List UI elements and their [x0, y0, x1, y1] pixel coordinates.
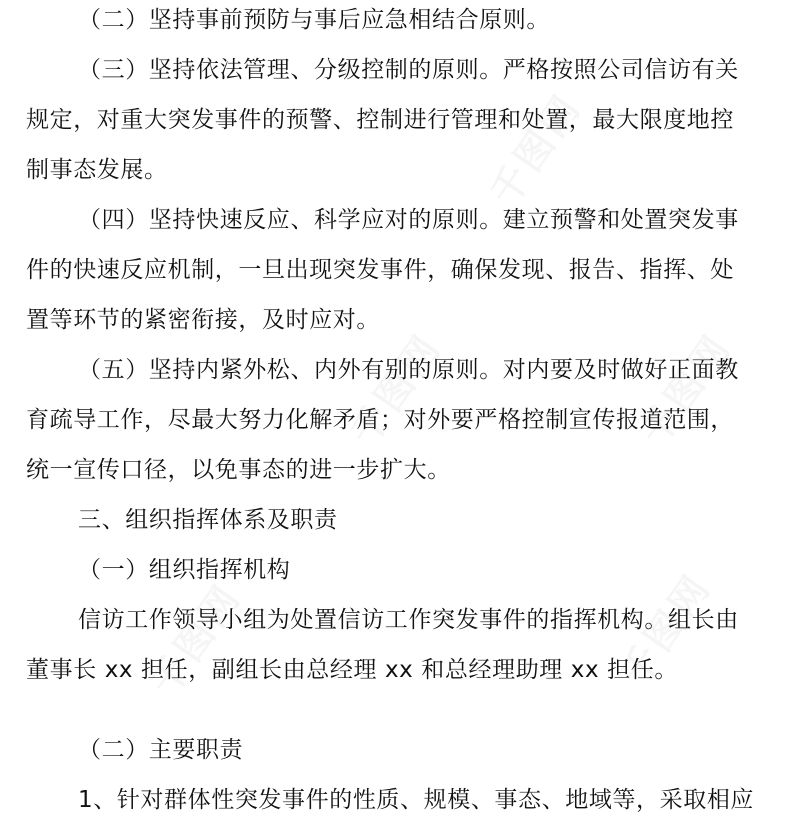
- paragraph-line: 1、针对群体性突发事件的性质、规模、事态、地域等，采取相应: [78, 787, 755, 813]
- paragraph-line: 董事长 xx 担任，副组长由总经理 xx 和总经理助理 xx 担任。: [26, 657, 678, 683]
- subsection-heading: （二）主要职责: [78, 737, 244, 763]
- paragraph-line: 置等环节的紧密衔接，及时应对。: [26, 307, 380, 333]
- paragraph-line: 制事态发展。: [26, 157, 168, 183]
- paragraph-line: （五）坚持内紧外松、内外有别的原则。对内要及时做好正面教: [78, 357, 739, 383]
- watermark: 千图网: [481, 85, 591, 214]
- paragraph-line: 育疏导工作，尽最大努力化解矛盾；对外要严格控制宣传报道范围，: [26, 407, 734, 433]
- watermark: 千图网: [631, 325, 741, 454]
- subsection-heading: （一）组织指挥机构: [78, 557, 291, 583]
- paragraph-line: 信访工作领导小组为处置信访工作突发事件的指挥机构。组长由: [78, 607, 739, 633]
- paragraph-line: 统一宣传口径，以免事态的进一步扩大。: [26, 457, 451, 483]
- watermark: 千图网: [341, 325, 451, 454]
- section-heading: 三、组织指挥体系及职责: [78, 507, 338, 533]
- watermark: 千图网: [141, 575, 251, 704]
- paragraph-line: （二）坚持事前预防与事后应急相结合原则。: [78, 7, 550, 33]
- watermark: 千图网: [611, 565, 721, 694]
- paragraph-line: 件的快速反应机制，一旦出现突发事件，确保发现、报告、指挥、处: [26, 257, 734, 283]
- paragraph-line: （三）坚持依法管理、分级控制的原则。严格按照公司信访有关: [78, 57, 739, 83]
- paragraph-line: （四）坚持快速反应、科学应对的原则。建立预警和处置突发事: [78, 207, 739, 233]
- paragraph-line: 规定，对重大突发事件的预警、控制进行管理和处置，最大限度地控: [26, 107, 734, 133]
